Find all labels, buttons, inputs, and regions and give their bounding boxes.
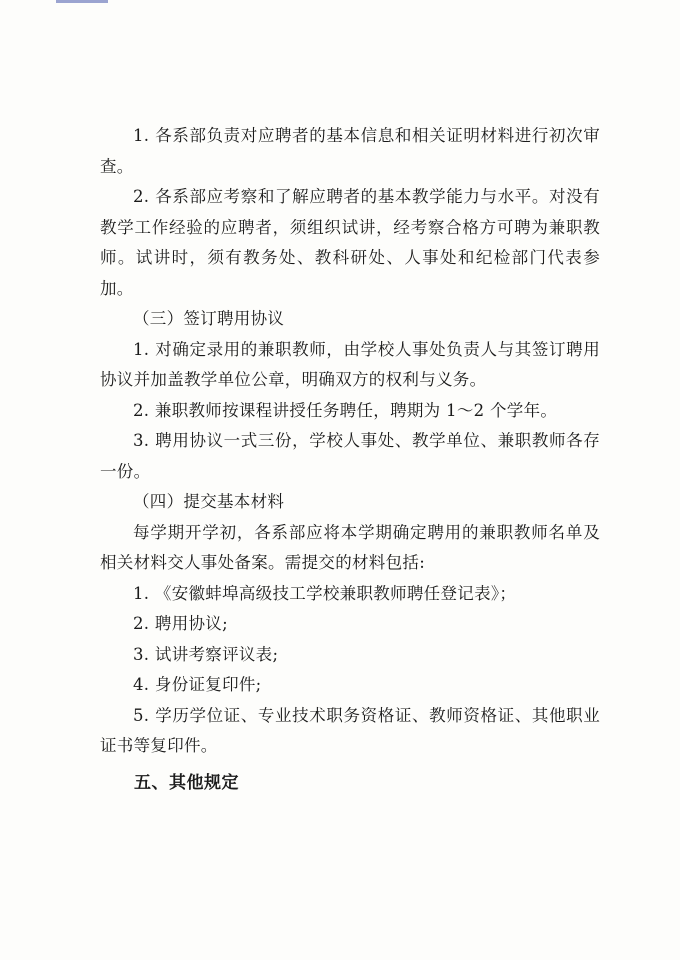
document-body	[100, 121, 600, 798]
paragraph-assess-ability: 2. 各系部应考察和了解应聘者的基本教学能力与水平。对没有教学工作经验的应聘者，须组织试讲，经考察合格方可聘为兼职教师。试讲时，须有教务处、教科研处、人事处和纪检部门代表参加。	[100, 187, 600, 298]
list-item-agreement: 2. 聘用协议;	[133, 614, 228, 633]
section-heading-other-rules: 五、其他规定	[134, 772, 239, 793]
list-item-id-copy: 4. 身份证复印件;	[133, 675, 262, 694]
list-item-registration-form: 1. 《安徽蚌埠高级技工学校兼职教师聘任登记表》；	[133, 583, 517, 603]
list-item-evaluation-form: 3. 试讲考察评议表;	[133, 644, 279, 664]
list-item-certificates: 5. 学历学位证、专业技术职务资格证、教师资格证、其他职业证书等复印件。	[100, 705, 600, 755]
subheading-submit-materials: （四）提交基本材料	[133, 492, 285, 511]
scan-edge-mark	[56, 0, 108, 3]
paragraph-agreement-copies: 3. 聘用协议一式三份，学校人事处、教学单位、兼职教师各存一份。	[100, 431, 600, 481]
subheading-sign-agreement: （三）签订聘用协议	[133, 309, 285, 328]
paragraph-appointment-term: 2. 兼职教师按课程讲授任务聘任，聘期为 1～2 个学年。	[133, 400, 558, 420]
paragraph-review-materials: 1. 各系部负责对应聘者的基本信息和相关证明材料进行初次审查。	[100, 126, 600, 176]
paragraph-agreement-signing: 1. 对确定录用的兼职教师，由学校人事处负责人与其签订聘用协议并加盖教学单位公章，明确双方的权利与义务。	[100, 339, 600, 389]
paragraph-filing-requirement: 每学期开学初，各系部应将本学期确定聘用的兼职教师名单及相关材料交人事处备案。需提交的材料包括:	[100, 522, 600, 572]
